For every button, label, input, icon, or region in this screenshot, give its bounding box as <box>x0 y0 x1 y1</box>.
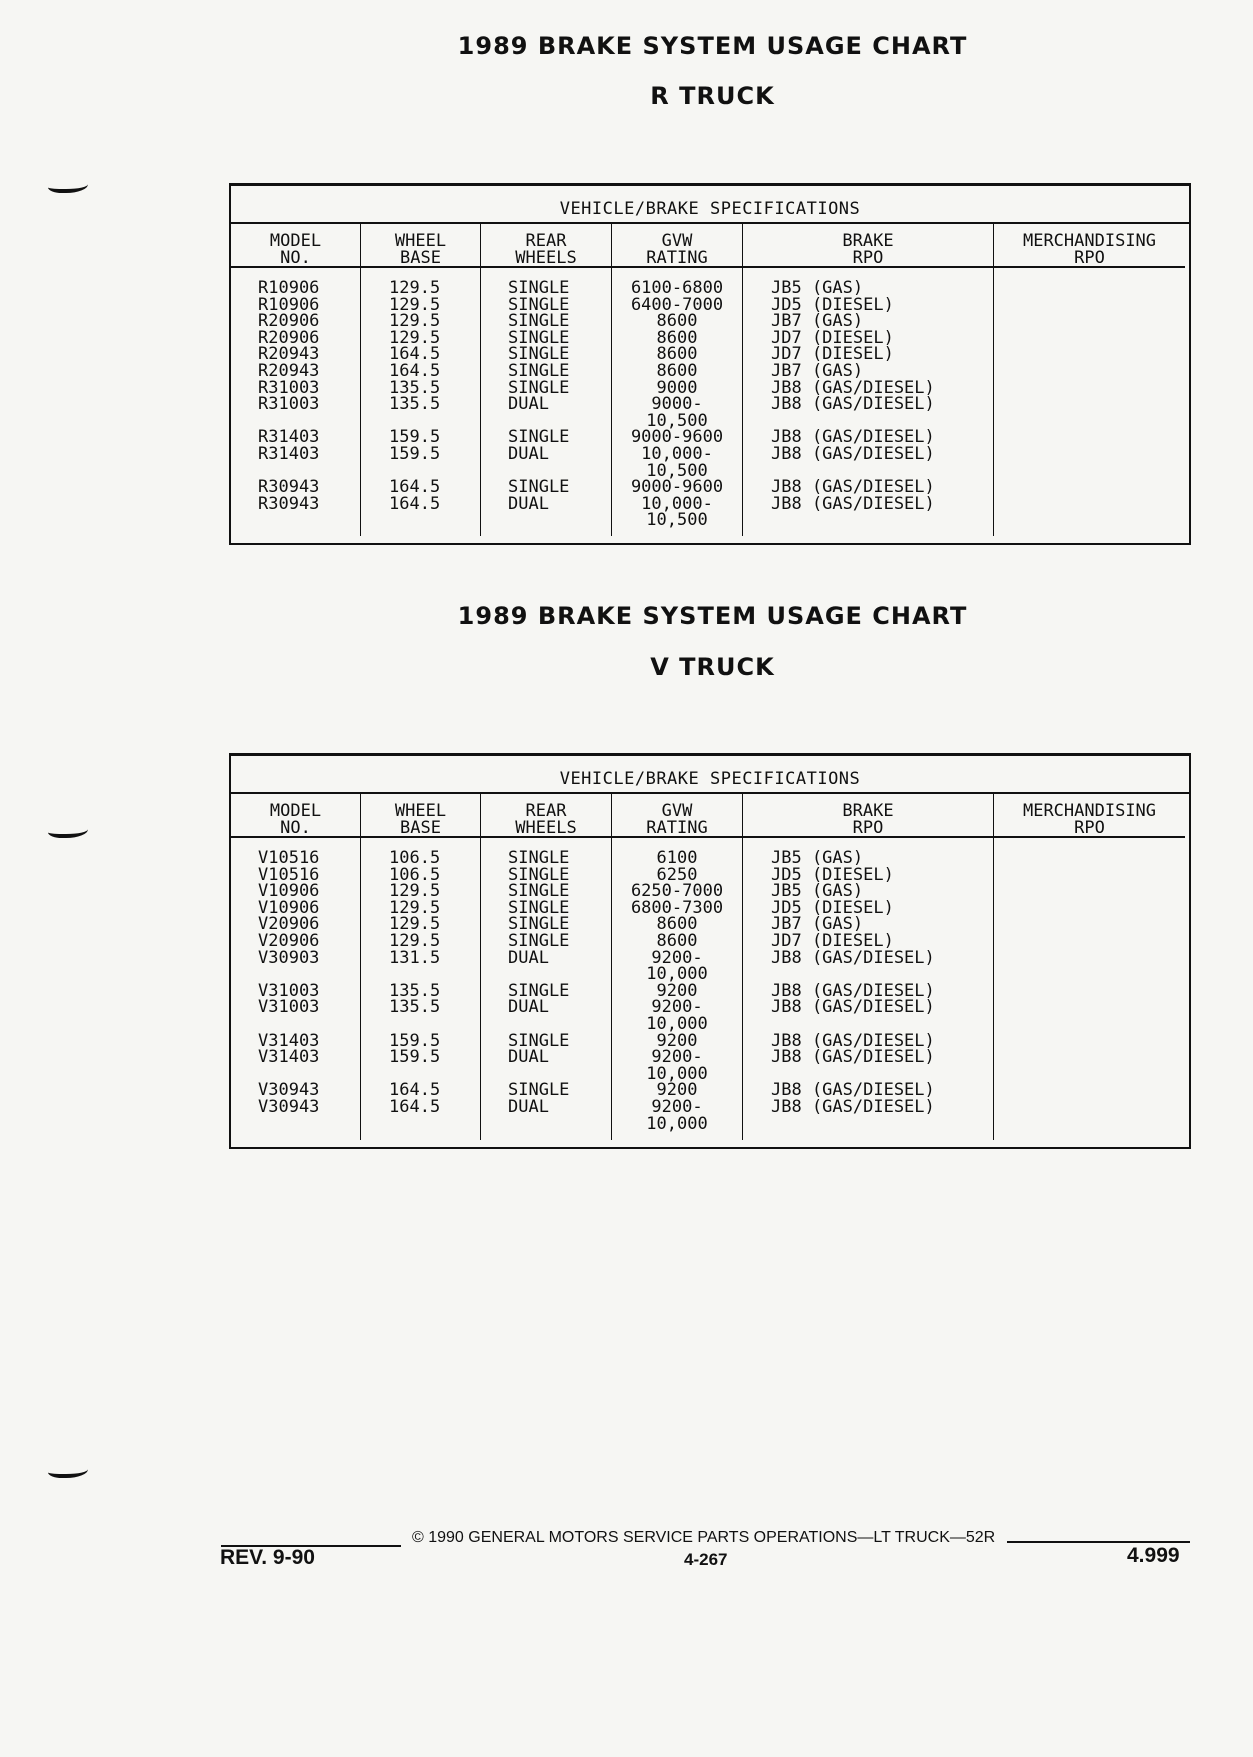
header-merchandising-rpo: MERCHANDISING RPO <box>994 794 1185 838</box>
rear-wheels-column: SINGLE SINGLE SINGLE SINGLE SINGLE SINGLE SINGLE DUAL SINGLE DUAL SINGLE DUAL <box>481 268 612 536</box>
footer-rule-right <box>1007 1541 1190 1543</box>
chart-title: 1989 BRAKE SYSTEM USAGE CHART <box>457 602 968 630</box>
table-body <box>231 268 1189 536</box>
table-body <box>231 838 1189 1140</box>
brake-rpo-column: JB5 (GAS) JD5 (DIESEL) JB7 (GAS) JD7 (DIESEL) JD7 (DIESEL) JB7 (GAS) JB8 (GAS/DIESEL) JB8 (GAS/DIESEL) JB8 (GAS/DIESEL) JB8 (GAS/DIESEL) JB8 (GAS/DIESEL) JB8 (GAS/DIESEL) <box>743 268 994 536</box>
footer-copyright: © 1990 GENERAL MOTORS SERVICE PARTS OPERATIONS—LT TRUCK—52R <box>412 1529 996 1546</box>
rear-wheels-column: SINGLE SINGLE SINGLE SINGLE SINGLE SINGLE DUAL SINGLE DUAL SINGLE DUAL SINGLE DUAL <box>481 838 612 1140</box>
header-brake-rpo: BRAKE RPO <box>743 794 994 838</box>
wheel-base-column: 106.5 106.5 129.5 129.5 129.5 129.5 131.5 135.5 135.5 159.5 159.5 164.5 164.5 <box>361 838 481 1140</box>
header-rear-wheels: REAR WHEELS <box>481 224 612 268</box>
footer-revision: REV. 9-90 <box>220 1546 315 1569</box>
wheel-base-column: 129.5 129.5 129.5 129.5 164.5 164.5 135.5 135.5 159.5 159.5 164.5 164.5 <box>361 268 481 536</box>
table-caption: VEHICLE/BRAKE SPECIFICATIONS <box>231 186 1189 224</box>
merchandising-rpo-column <box>994 838 1185 1140</box>
header-wheel-base: WHEEL BASE <box>361 224 481 268</box>
header-brake-rpo: BRAKE RPO <box>743 224 994 268</box>
brake-rpo-column: JB5 (GAS) JD5 (DIESEL) JB5 (GAS) JD5 (DIESEL) JB7 (GAS) JD7 (DIESEL) JB8 (GAS/DIESEL) JB8 (GAS/DIESEL) JB8 (GAS/DIESEL) JB8 (GAS/DIESEL) JB8 (GAS/DIESEL) JB8 (GAS/DIESEL) JB8 (GAS/DIESEL) <box>743 838 994 1140</box>
model-column: R10906 R10906 R20906 R20906 R20943 R20943 R31003 R31003 R31403 R31403 R30943 R30943 <box>231 268 361 536</box>
header-model-no: MODEL NO. <box>231 794 361 838</box>
header-wheel-base: WHEEL BASE <box>361 794 481 838</box>
chart-subtitle: R TRUCK <box>650 82 775 110</box>
gvw-rating-column: 6100-6800 6400-7000 8600 8600 8600 8600 9000 9000- 10,500 9000-9600 10,000- 10,500 9000-9600 10,000- 10,500 <box>612 268 743 536</box>
model-column: V10516 V10516 V10906 V10906 V20906 V20906 V30903 V31003 V31003 V31403 V31403 V30943 V30943 <box>231 838 361 1140</box>
binder-hole-mark <box>48 1462 88 1478</box>
chart-title: 1989 BRAKE SYSTEM USAGE CHART <box>457 32 968 60</box>
header-rear-wheels: REAR WHEELS <box>481 794 612 838</box>
header-gvw-rating: GVW RATING <box>612 224 743 268</box>
table-header-row <box>231 794 1189 838</box>
footer-page-number: 4-267 <box>684 1550 728 1569</box>
gvw-rating-column: 6100 6250 6250-7000 6800-7300 8600 8600 9200- 10,000 9200 9200- 10,000 9200 9200- 10,000 9200 9200- 10,000 <box>612 838 743 1140</box>
header-gvw-rating: GVW RATING <box>612 794 743 838</box>
table-caption: VEHICLE/BRAKE SPECIFICATIONS <box>231 756 1189 794</box>
merchandising-rpo-column <box>994 268 1185 536</box>
header-model-no: MODEL NO. <box>231 224 361 268</box>
binder-hole-mark <box>48 822 88 838</box>
chart-subtitle: V TRUCK <box>650 653 775 681</box>
binder-hole-mark <box>48 177 88 193</box>
footer-section-number: 4.999 <box>1127 1544 1180 1567</box>
spec-table-v-truck <box>229 753 1191 1149</box>
table-header-row <box>231 224 1189 268</box>
spec-table-r-truck <box>229 183 1191 545</box>
header-merchandising-rpo: MERCHANDISING RPO <box>994 224 1185 268</box>
